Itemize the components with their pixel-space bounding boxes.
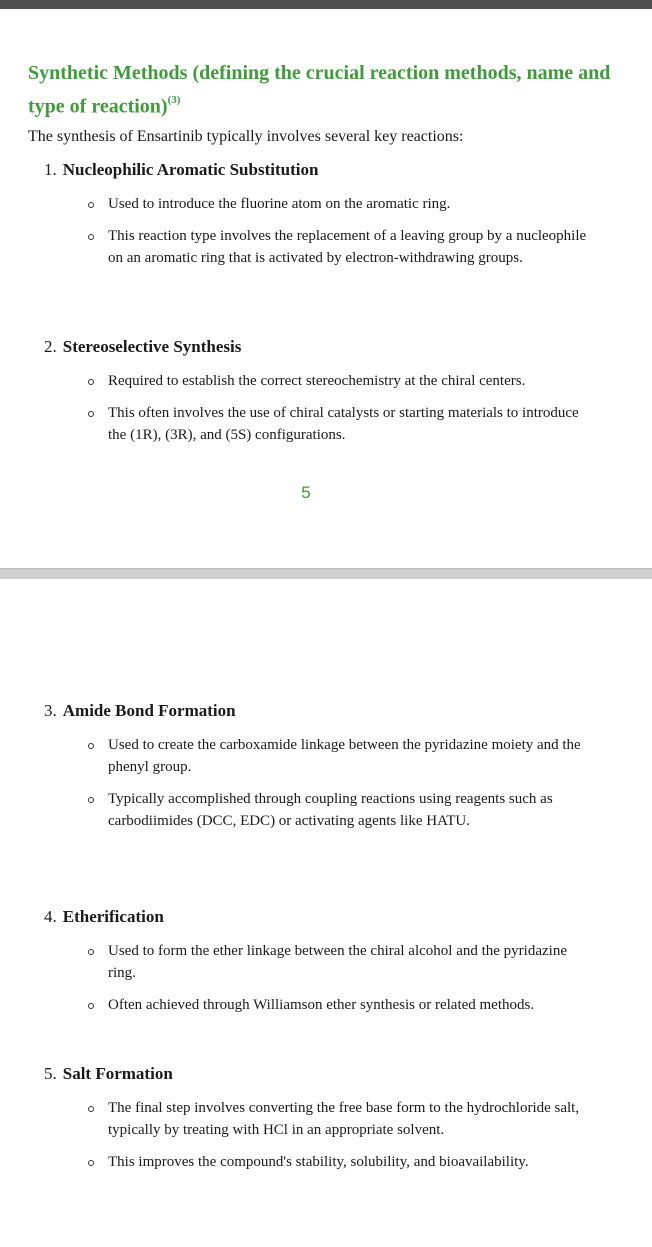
bullet-icon xyxy=(88,797,94,803)
list-item xyxy=(44,193,588,215)
section-title-text: Synthetic Methods (defining the crucial reaction methods, name and type of reaction) xyxy=(28,62,611,118)
bullet-icon xyxy=(88,1160,94,1166)
bullet-icon xyxy=(88,379,94,385)
list-item-text: This improves the compound's stability, solubility, and bioavailability. xyxy=(108,1154,529,1170)
list-item xyxy=(44,940,588,984)
list-item-text: Required to establish the correct stereochemistry at the chiral centers. xyxy=(108,373,526,389)
page-number: 5 xyxy=(301,483,311,502)
heading-text: Amide Bond Formation xyxy=(62,701,236,720)
list-item xyxy=(44,225,588,269)
reaction-section-2 xyxy=(44,335,624,446)
list-item xyxy=(44,1097,588,1141)
reaction-section-5 xyxy=(44,1062,624,1173)
reference-superscript: (3) xyxy=(167,94,181,106)
heading-text: Nucleophilic Aromatic Substitution xyxy=(62,160,319,179)
list-item xyxy=(44,734,588,778)
list-item xyxy=(44,1151,588,1173)
section-heading xyxy=(44,905,624,929)
heading-text: Salt Formation xyxy=(62,1064,173,1083)
bullet-icon xyxy=(88,949,94,955)
list-item-text: The final step involves converting the free base form to the hydrochloride salt, typically by treating with HCl in an appropriate solvent. xyxy=(108,1100,580,1138)
list-number: 1. xyxy=(44,160,57,179)
list-number: 2. xyxy=(44,337,57,356)
section-heading xyxy=(44,335,624,359)
bullet-icon xyxy=(88,234,94,240)
bullet-icon xyxy=(88,202,94,208)
list-item xyxy=(44,994,588,1016)
bullet-icon xyxy=(88,743,94,749)
heading-text: Etherification xyxy=(62,907,164,926)
reaction-section-4 xyxy=(44,905,624,1016)
section-heading xyxy=(44,158,624,182)
list-item-text: This reaction type involves the replacement of a leaving group by a nucleophile on an aromatic ring that is activated by electron-withdrawing groups. xyxy=(108,228,587,266)
list-item xyxy=(44,788,588,832)
list-number: 4. xyxy=(44,907,57,926)
section-heading xyxy=(44,1062,624,1086)
list-item-text: This often involves the use of chiral catalysts or starting materials to introduce the (1R), (3R), and (5S) configurations. xyxy=(108,405,579,443)
bullet-icon xyxy=(88,411,94,417)
list-item-text: Often achieved through Williamson ether synthesis or related methods. xyxy=(108,997,535,1013)
document-page-5 xyxy=(0,9,652,570)
top-bar xyxy=(0,0,652,9)
bullet-icon xyxy=(88,1106,94,1112)
reaction-section-3 xyxy=(44,699,624,832)
bullet-icon xyxy=(88,1003,94,1009)
list-item-text: Used to introduce the fluorine atom on the aromatic ring. xyxy=(108,196,451,212)
list-item xyxy=(44,370,588,392)
heading-text: Stereoselective Synthesis xyxy=(62,337,242,356)
list-number: 3. xyxy=(44,701,57,720)
section-heading xyxy=(44,699,624,723)
document-page-6 xyxy=(0,578,652,1247)
list-item-text: Typically accomplished through coupling reactions using reagents such as carbodiimides (DCC, EDC) or activating agents like HATU. xyxy=(108,791,553,829)
section-title xyxy=(28,59,628,122)
list-item xyxy=(44,402,588,446)
list-item-text: Used to create the carboxamide linkage between the pyridazine moiety and the phenyl group. xyxy=(108,737,581,775)
reaction-section-1 xyxy=(44,158,624,269)
intro-paragraph: The synthesis of Ensartinib typically involves several key reactions: xyxy=(28,128,464,145)
list-number: 5. xyxy=(44,1064,57,1083)
list-item-text: Used to form the ether linkage between the chiral alcohol and the pyridazine ring. xyxy=(108,943,567,981)
